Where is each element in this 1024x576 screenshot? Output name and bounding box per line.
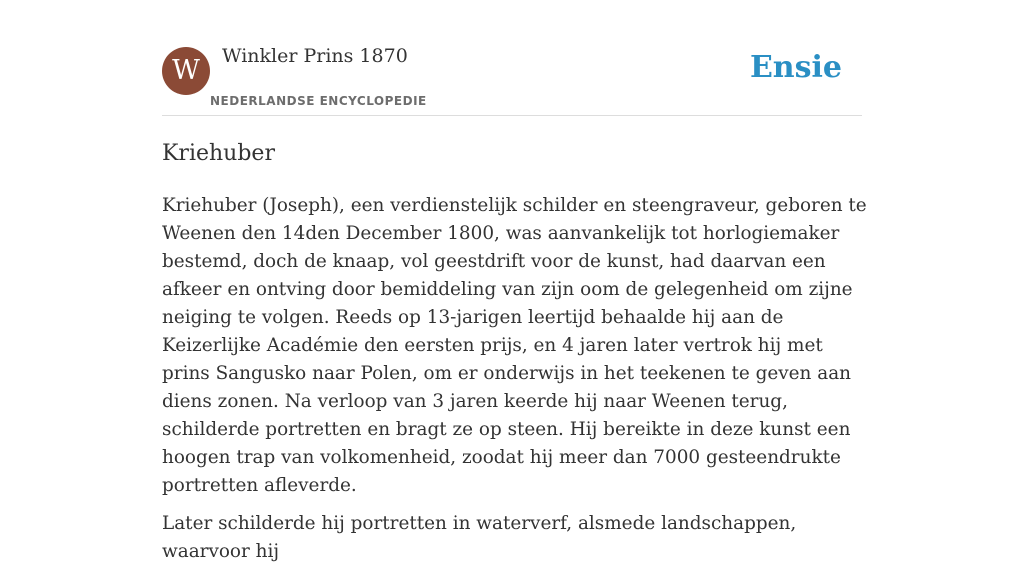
entry-paragraph: Kriehuber (Joseph), een verdienstelijk schilder en steengraveur, geboren te Weenen den 14den December 1800, was aanvankelijk tot horlogiemaker bestemd, doch de knaap, vol geestdrift voor de kunst, had daarvan een afkeer en ontving door bemiddeling van zijn oom de gelegenheid om zijne neiging te volgen. Reeds op 13-jarigen leertijd behaalde hij aan de Keizerlijke Académie den eersten prijs, en 4 jaren later vertrok hij met prins Sangusko naar Polen, om er onderwijs in het teekenen te geven aan diens zonen. Na verloop van 3 jaren keerde hij naar Weenen terug, schilderde portretten en bragt ze op steen. Hij bereikte in deze kunst een hoogen trap van volkomenheid, zoodat hij meer dan 7000 gesteendrukte portretten afleverde. — [162, 195, 867, 496]
page-container — [162, 0, 867, 562]
source-title[interactable]: Winkler Prins 1870 — [222, 45, 408, 67]
ensie-logo-link[interactable]: Ensie — [749, 50, 842, 85]
entry-title: Kriehuber — [162, 141, 275, 166]
source-subtitle: NEDERLANDSE ENCYCLOPEDIE — [210, 94, 427, 108]
header — [162, 0, 862, 116]
entry-paragraph: Later schilderde hij portretten in waterverf, alsmede landschappen, waarvoor hij — [162, 513, 797, 562]
entry-body — [162, 192, 868, 576]
source-avatar[interactable]: W — [162, 47, 210, 95]
